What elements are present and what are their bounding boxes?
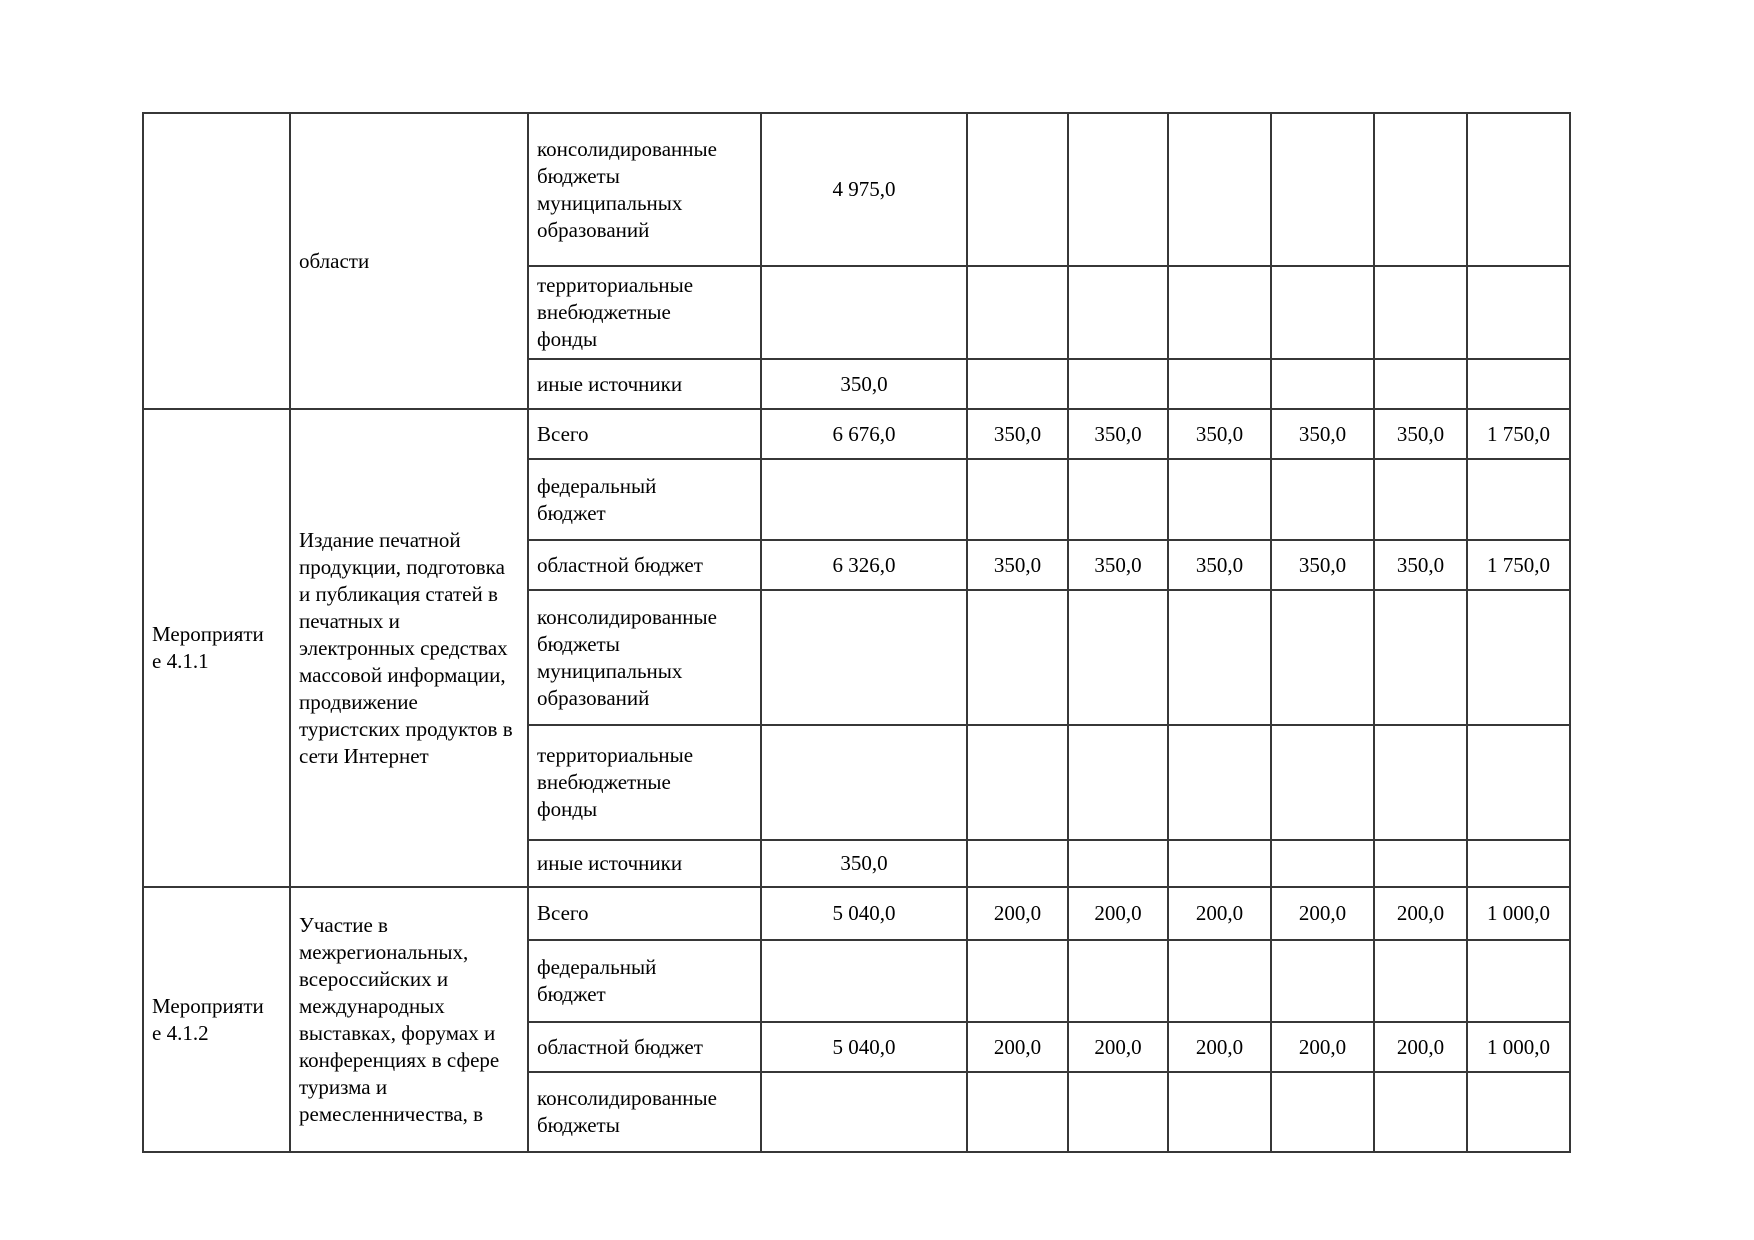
- value-cell: [1068, 359, 1168, 409]
- activity-id-cell: [143, 887, 290, 1152]
- activity-id-cell: [143, 409, 290, 887]
- value-cell: 5 040,0: [761, 1022, 967, 1072]
- value-cell: 200,0: [1271, 887, 1374, 940]
- activity-description: Участие в межрегиональных, всероссийских и международных выставках, форумах и конференциях в сфере туризма и ремесленничества, в: [299, 912, 500, 1126]
- activity-description: области: [299, 248, 370, 273]
- funding-source-cell: [528, 540, 761, 590]
- value-cell: [1467, 459, 1570, 540]
- activity-description-cell: [290, 409, 528, 887]
- value-cell: 5 040,0: [761, 887, 967, 940]
- value-cell: [1374, 459, 1467, 540]
- activity-id: Мероприятие 4.1.2: [152, 993, 264, 1045]
- activity-id: Мероприятие 4.1.1: [152, 622, 264, 673]
- value-cell: [1467, 725, 1570, 840]
- value-cell: [1374, 725, 1467, 840]
- value-cell: 1 750,0: [1467, 540, 1570, 590]
- activity-description-cell: [290, 887, 528, 1152]
- value-cell: [1467, 266, 1570, 359]
- value-cell: [1168, 590, 1271, 725]
- funding-source-cell: [528, 1072, 761, 1152]
- activity-description: Издание печатной продукции, подготовка и публикация статей в печатных и электронных средствах массовой информации, продвижение туристских продуктов в сети Интернет: [299, 527, 513, 768]
- value-cell: [1068, 113, 1168, 266]
- funding-source-label: консолидированные бюджеты муниципальных образований: [537, 604, 717, 710]
- value-cell: [1374, 1072, 1467, 1152]
- value-cell: [761, 940, 967, 1022]
- value-cell: [1467, 840, 1570, 887]
- value-cell: [967, 459, 1068, 540]
- funding-source-cell: [528, 725, 761, 840]
- value-cell: 350,0: [1068, 540, 1168, 590]
- funding-source-label: областной бюджет: [537, 1034, 703, 1059]
- value-cell: 350,0: [1168, 409, 1271, 459]
- funding-source-label: территориальные внебюджетные фонды: [537, 273, 694, 351]
- value-cell: [761, 725, 967, 840]
- funding-source-label: Всего: [537, 421, 589, 446]
- value-cell: [761, 459, 967, 540]
- value-cell: [1068, 459, 1168, 540]
- value-cell: [967, 590, 1068, 725]
- funding-source-label: консолидированные бюджеты: [537, 1086, 717, 1137]
- value-cell: [1271, 590, 1374, 725]
- value-cell: [761, 590, 967, 725]
- value-cell: [1467, 940, 1570, 1022]
- funding-source-cell: [528, 266, 761, 359]
- funding-source-cell: [528, 840, 761, 887]
- value-cell: 350,0: [1271, 409, 1374, 459]
- value-cell: 200,0: [1068, 1022, 1168, 1072]
- value-cell: [1467, 359, 1570, 409]
- value-cell: [1271, 113, 1374, 266]
- value-cell: [967, 1072, 1068, 1152]
- value-cell: 200,0: [1168, 887, 1271, 940]
- value-cell: [967, 113, 1068, 266]
- value-cell: 350,0: [967, 540, 1068, 590]
- value-cell: 350,0: [967, 409, 1068, 459]
- value-cell: 350,0: [761, 840, 967, 887]
- value-cell: 1 000,0: [1467, 887, 1570, 940]
- value-cell: 6 676,0: [761, 409, 967, 459]
- value-cell: [1271, 266, 1374, 359]
- value-cell: [1068, 940, 1168, 1022]
- funding-source-cell: [528, 359, 761, 409]
- value-cell: 1 750,0: [1467, 409, 1570, 459]
- value-cell: 200,0: [1271, 1022, 1374, 1072]
- value-cell: [967, 940, 1068, 1022]
- value-cell: [1467, 590, 1570, 725]
- value-cell: [1068, 725, 1168, 840]
- funding-source-cell: [528, 459, 761, 540]
- funding-source-cell: [528, 1022, 761, 1072]
- value-cell: 350,0: [1374, 409, 1467, 459]
- value-cell: [1168, 113, 1271, 266]
- value-cell: [1271, 940, 1374, 1022]
- value-cell: [1374, 266, 1467, 359]
- value-cell: [761, 266, 967, 359]
- value-cell: [1374, 840, 1467, 887]
- value-cell: [1374, 590, 1467, 725]
- funding-source-label: федеральный бюджет: [537, 955, 657, 1006]
- value-cell: 200,0: [967, 1022, 1068, 1072]
- value-cell: 350,0: [1068, 409, 1168, 459]
- value-cell: 6 326,0: [761, 540, 967, 590]
- funding-source-label: областной бюджет: [537, 552, 703, 577]
- funding-source-label: Всего: [537, 901, 589, 925]
- value-cell: [1467, 1072, 1570, 1152]
- budget-table: [142, 112, 1571, 1153]
- funding-source-label: иные источники: [537, 851, 683, 875]
- value-cell: 4 975,0: [761, 113, 967, 266]
- value-cell: [1168, 940, 1271, 1022]
- table-row: [143, 887, 1570, 940]
- value-cell: 350,0: [1374, 540, 1467, 590]
- value-cell: [1271, 840, 1374, 887]
- value-cell: [967, 359, 1068, 409]
- value-cell: [1068, 1072, 1168, 1152]
- funding-source-label: иные источники: [537, 371, 683, 396]
- value-cell: 350,0: [1168, 540, 1271, 590]
- value-cell: [1068, 266, 1168, 359]
- value-cell: 200,0: [1374, 1022, 1467, 1072]
- value-cell: [1168, 266, 1271, 359]
- value-cell: 200,0: [967, 887, 1068, 940]
- value-cell: [967, 725, 1068, 840]
- value-cell: [1168, 840, 1271, 887]
- value-cell: [1374, 359, 1467, 409]
- value-cell: [967, 266, 1068, 359]
- value-cell: [1271, 725, 1374, 840]
- value-cell: 200,0: [1068, 887, 1168, 940]
- funding-source-label: федеральный бюджет: [537, 473, 657, 525]
- funding-source-cell: [528, 409, 761, 459]
- value-cell: [1271, 359, 1374, 409]
- funding-source-cell: [528, 590, 761, 725]
- value-cell: 350,0: [1271, 540, 1374, 590]
- table-row: [143, 113, 1570, 266]
- funding-source-cell: [528, 940, 761, 1022]
- funding-source-cell: [528, 113, 761, 266]
- activity-description-cell: [290, 113, 528, 409]
- document-table-page: [142, 112, 1571, 1153]
- value-cell: [1467, 113, 1570, 266]
- value-cell: [1168, 1072, 1271, 1152]
- value-cell: [761, 1072, 967, 1152]
- activity-id-cell: [143, 113, 290, 409]
- value-cell: 1 000,0: [1467, 1022, 1570, 1072]
- funding-source-label: территориальные внебюджетные фонды: [537, 743, 694, 821]
- value-cell: [1271, 459, 1374, 540]
- funding-source-cell: [528, 887, 761, 940]
- value-cell: [1271, 1072, 1374, 1152]
- value-cell: [1168, 459, 1271, 540]
- value-cell: [967, 840, 1068, 887]
- value-cell: 200,0: [1374, 887, 1467, 940]
- value-cell: [1168, 359, 1271, 409]
- value-cell: [1168, 725, 1271, 840]
- value-cell: 200,0: [1168, 1022, 1271, 1072]
- funding-source-label: консолидированные бюджеты муниципальных образований: [537, 136, 717, 242]
- value-cell: [1068, 840, 1168, 887]
- value-cell: [1068, 590, 1168, 725]
- value-cell: [1374, 940, 1467, 1022]
- value-cell: [1374, 113, 1467, 266]
- value-cell: 350,0: [761, 359, 967, 409]
- table-row: [143, 409, 1570, 459]
